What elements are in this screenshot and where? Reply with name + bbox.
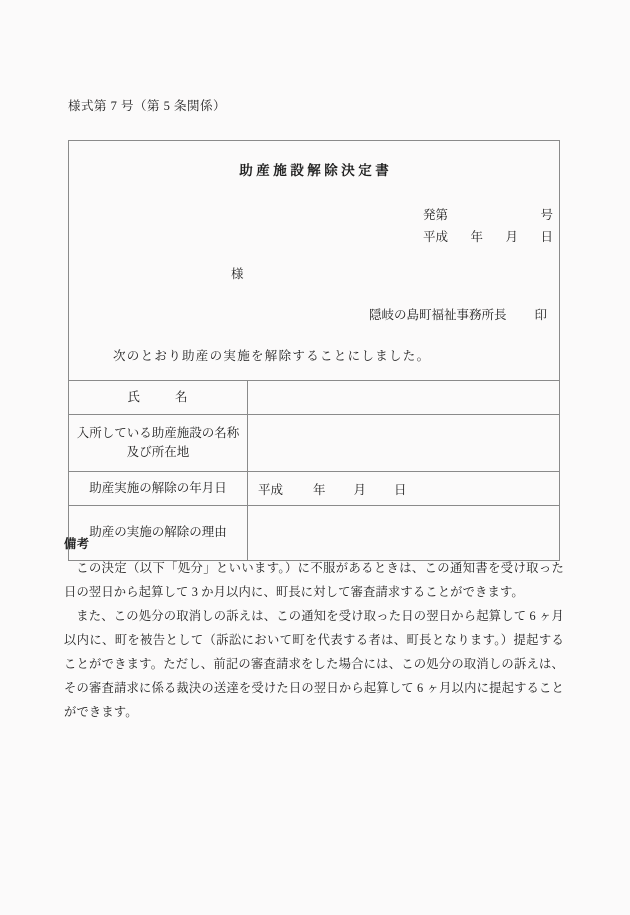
row-label-name-right: 名 [175,389,189,404]
release-date-day: 日 [394,482,407,497]
issue-number-unit: 号 [540,208,553,222]
notes-section [64,533,564,725]
notes-paragraph-2: また、この処分の取消しの訴えは、この通知を受け取った日の翌日から起算して 6 ヶ月以内に、町を被告として（訴訟において町を代表する者は、町長となります。）提起することができます。ただし、前記の審査請求をした場合には、この処分の取消しの訴えは、その審査請求に係る裁決の送達を受けた日の翌日から起算して 6 ヶ月以内に提起することができます。 [64,608,564,719]
table-row [69,415,559,472]
issue-number-label: 発第 [423,208,449,222]
issue-date-day: 日 [540,230,553,244]
row-value-name[interactable] [248,381,560,415]
lead-statement: 次のとおり助産の実施を解除することにしました。 [113,349,431,363]
row-label-release-reason: 助産の実施の解除の理由 [69,506,248,561]
document-header-area [69,141,559,380]
row-label-facility-line2: 及び所在地 [126,445,190,459]
issue-date-year: 年 [470,230,483,244]
release-date-era: 平成 [258,482,284,497]
table-row [69,472,559,506]
notes-paragraph-1: この決定（以下「処分」といいます。）に不服があるときは、この通知書を受け取った日の翌日から起算して 3 か月以内に、町長に対して審査請求することができます。 [64,560,564,599]
issue-date-era: 平成 [423,230,449,244]
issue-number-line [423,205,553,223]
release-date-year: 年 [313,482,326,497]
table-row [69,381,559,415]
issue-date-month: 月 [505,230,518,244]
notes-heading: 備考 [64,537,90,551]
row-label-name-left: 氏 [127,389,141,404]
issuer-line [369,305,547,323]
row-label-name [69,381,248,415]
issuer-seal-mark: 印 [534,308,548,322]
row-label-facility-line1: 入所している助産施設の名称 [76,425,240,440]
addressee-suffix: 様 [231,267,244,281]
row-value-facility[interactable] [248,415,560,472]
form-number-label: 様式第 7 号（第 5 条関係） [68,99,227,113]
document-frame [68,140,560,561]
release-date-month: 月 [353,482,367,497]
document-title: 助産施設解除決定書 [239,163,393,178]
row-label-facility [69,415,248,472]
issue-date-line [423,227,553,245]
row-label-release-date: 助産実施の解除の年月日 [69,472,248,506]
row-value-release-date[interactable] [248,472,560,506]
issuer-name: 隠岐の島町福祉事務所長 [369,308,507,322]
